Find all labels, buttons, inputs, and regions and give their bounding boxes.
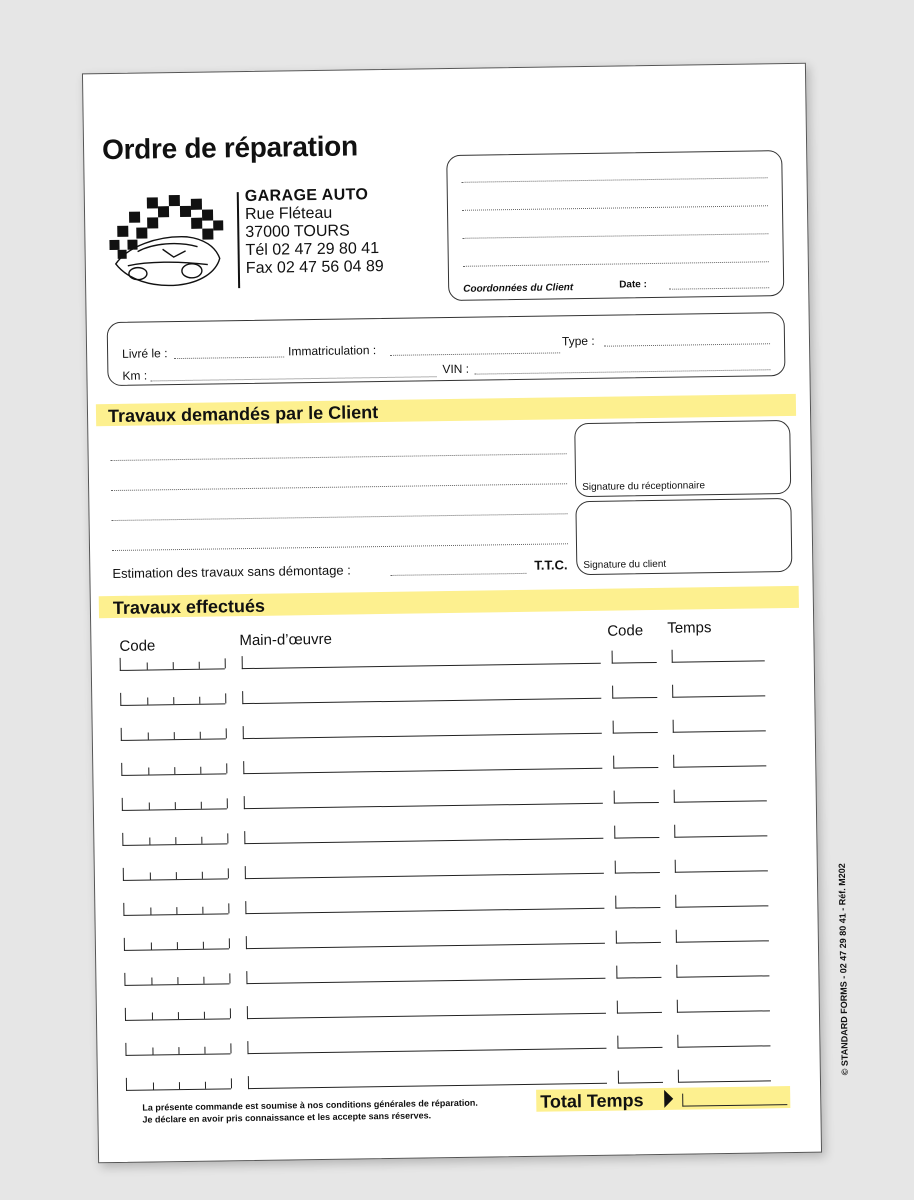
code2-field[interactable] (616, 930, 661, 944)
receptionist-signature-label: Signature du réceptionnaire (582, 480, 706, 494)
checkered-flag-car-logo (107, 190, 226, 292)
code-field-tick (150, 907, 151, 914)
code-field[interactable] (126, 1076, 231, 1091)
labour-field[interactable] (242, 686, 601, 704)
code2-field[interactable] (618, 1070, 663, 1084)
delivered-field[interactable] (174, 356, 284, 359)
col-labour-header: Main-d’œuvre (239, 630, 333, 650)
code-field-tick (203, 977, 204, 984)
code-field-tick (174, 732, 175, 739)
code2-field[interactable] (617, 1000, 662, 1014)
code-field-tick (152, 1047, 153, 1054)
performed-work-rows (83, 64, 805, 75)
code-field-tick (177, 942, 178, 949)
time-field[interactable] (672, 683, 765, 697)
code-field-tick (149, 838, 150, 845)
code2-field[interactable] (615, 860, 660, 874)
code2-field[interactable] (616, 965, 661, 979)
labour-field[interactable] (245, 861, 604, 879)
code-field-tick (151, 942, 152, 949)
code-field-tick (178, 1047, 179, 1054)
code-field-tick (151, 977, 152, 984)
garage-phone: Tél 02 47 29 80 41 (245, 240, 380, 260)
vin-field[interactable] (474, 369, 770, 374)
code-field-tick (148, 768, 149, 775)
delivered-label: Livré le : (122, 346, 168, 361)
requested-line[interactable] (111, 453, 567, 461)
code-field[interactable] (125, 1041, 230, 1056)
code-field-tick (175, 837, 176, 844)
code-field-tick (204, 1047, 205, 1054)
ttc-label: T.T.C. (534, 557, 568, 573)
garage-fax: Fax 02 47 56 04 89 (245, 257, 384, 278)
time-field[interactable] (673, 753, 766, 767)
code-field-end (228, 868, 229, 878)
code-field-tick (203, 942, 204, 949)
time-field[interactable] (673, 718, 766, 732)
code2-field[interactable] (613, 720, 658, 734)
code-field-tick (177, 977, 178, 984)
time-field[interactable] (675, 893, 768, 907)
code-field-tick (150, 872, 151, 879)
arrow-right-icon (664, 1090, 673, 1108)
date-line[interactable] (669, 287, 769, 289)
type-label: Type : (561, 333, 595, 349)
requested-line[interactable] (111, 483, 567, 491)
code2-field[interactable] (614, 825, 659, 839)
time-field[interactable] (678, 1068, 771, 1082)
code-field-tick (202, 907, 203, 914)
code-field[interactable] (121, 726, 226, 741)
receptionist-signature-box[interactable] (574, 420, 791, 497)
code-field[interactable] (124, 971, 229, 986)
performed-work-heading: Travaux effectués (112, 595, 266, 619)
code-field-end (228, 903, 229, 913)
code-field[interactable] (123, 866, 228, 881)
code-field-end (225, 658, 226, 668)
code-field[interactable] (121, 761, 226, 776)
garage-street: Rue Fléteau (244, 204, 333, 224)
logo-divider (237, 192, 240, 288)
labour-field[interactable] (243, 721, 602, 739)
code2-field[interactable] (617, 1035, 662, 1049)
labour-field[interactable] (245, 896, 604, 914)
code-field[interactable] (125, 1006, 230, 1021)
code-field-tick (173, 662, 174, 669)
code2-field[interactable] (613, 755, 658, 769)
code-field-tick (200, 732, 201, 739)
code-field-tick (200, 767, 201, 774)
code-field-tick (202, 872, 203, 879)
labour-field[interactable] (246, 931, 605, 949)
km-field[interactable] (151, 376, 437, 381)
code-field[interactable] (122, 796, 227, 811)
repair-order-sheet (82, 63, 850, 1164)
code-field-tick (173, 697, 174, 704)
date-label: Date : (619, 279, 648, 291)
labour-field[interactable] (248, 1071, 607, 1089)
code-field-tick (153, 1082, 154, 1089)
labour-field[interactable] (246, 966, 605, 984)
labour-field[interactable] (247, 1001, 606, 1019)
code-field[interactable] (122, 831, 227, 846)
code2-field[interactable] (615, 895, 660, 909)
client-line[interactable] (462, 233, 768, 239)
code-field-tick (147, 663, 148, 670)
code-field-end (231, 1078, 232, 1088)
code-field-tick (199, 697, 200, 704)
client-signature-label: Signature du client (583, 558, 667, 572)
time-field[interactable] (674, 823, 767, 837)
code2-field[interactable] (612, 650, 657, 664)
time-field[interactable] (676, 928, 769, 942)
requested-line[interactable] (112, 513, 568, 521)
code-field-tick (199, 662, 200, 669)
garage-city: 37000 TOURS (245, 222, 350, 242)
client-details-label: Coordonnées du Client (463, 282, 574, 295)
code-field-tick (204, 1012, 205, 1019)
code2-field[interactable] (612, 685, 657, 699)
labour-field[interactable] (243, 756, 602, 774)
publisher-reference: © STANDARD FORMS - 02 47 29 80 41 - Réf. M202 (836, 863, 850, 1076)
col-code-header: Code (119, 637, 156, 655)
labour-field[interactable] (244, 826, 603, 844)
code2-field[interactable] (614, 790, 659, 804)
client-signature-box[interactable] (575, 498, 792, 575)
col-time-header: Temps (667, 619, 712, 637)
time-field[interactable] (675, 858, 768, 872)
vin-label: VIN : (442, 361, 470, 377)
code-field-end (227, 833, 228, 843)
garage-name: GARAGE AUTO (244, 186, 369, 206)
code-field-end (226, 728, 227, 738)
type-field[interactable] (604, 343, 770, 346)
vehicle-info-box (107, 312, 786, 386)
estimate-field[interactable] (390, 573, 526, 576)
km-label: Km : (122, 368, 148, 383)
code-field-tick (178, 1012, 179, 1019)
code-field-end (225, 693, 226, 703)
form-title: Ordre de réparation (101, 130, 359, 166)
code-field-tick (205, 1082, 206, 1089)
labour-field[interactable] (242, 651, 601, 669)
registration-label: Immatriculation : (287, 343, 377, 359)
time-field[interactable] (677, 1033, 770, 1047)
time-field[interactable] (676, 963, 769, 977)
conditions-line-2: Je déclare en avoir pris connaissance et les accepte sans réserves. (142, 1110, 432, 1125)
code-field[interactable] (123, 901, 228, 916)
registration-field[interactable] (390, 352, 560, 356)
labour-field[interactable] (244, 791, 603, 809)
code-field-tick (179, 1082, 180, 1089)
estimate-label: Estimation des travaux sans démontage : (112, 562, 351, 582)
time-field[interactable] (672, 648, 765, 662)
client-line[interactable] (462, 177, 768, 183)
conditions-line-1: La présente commande est soumise à nos conditions générales de réparation. (142, 1097, 478, 1113)
labour-field[interactable] (247, 1036, 606, 1054)
garage-address (245, 186, 384, 278)
code-field[interactable] (120, 691, 225, 706)
total-time-label: Total Temps (540, 1090, 644, 1112)
code-field-end (226, 763, 227, 773)
code-field-tick (152, 1012, 153, 1019)
client-line[interactable] (463, 261, 769, 267)
code-field-tick (176, 872, 177, 879)
col-code2-header: Code (607, 622, 644, 640)
code-field-tick (149, 803, 150, 810)
time-field[interactable] (677, 998, 770, 1012)
conditions-text (142, 1097, 478, 1126)
requested-line[interactable] (112, 543, 568, 551)
requested-work-heading: Travaux demandés par le Client (107, 402, 379, 427)
code-field[interactable] (124, 936, 229, 951)
code-field-tick (201, 837, 202, 844)
code-field-tick (147, 698, 148, 705)
total-time-field[interactable] (682, 1092, 787, 1107)
code-field-tick (148, 733, 149, 740)
code-field-end (230, 1008, 231, 1018)
code-field-end (227, 798, 228, 808)
client-details-box[interactable] (446, 150, 784, 301)
code-field-tick (176, 907, 177, 914)
code-field-tick (174, 767, 175, 774)
code-field-end (230, 1043, 231, 1053)
code-field-tick (175, 802, 176, 809)
time-field[interactable] (674, 788, 767, 802)
code-field[interactable] (120, 656, 225, 671)
code-field-tick (201, 802, 202, 809)
code-field-end (229, 973, 230, 983)
code-field-end (229, 938, 230, 948)
client-line[interactable] (462, 205, 768, 211)
